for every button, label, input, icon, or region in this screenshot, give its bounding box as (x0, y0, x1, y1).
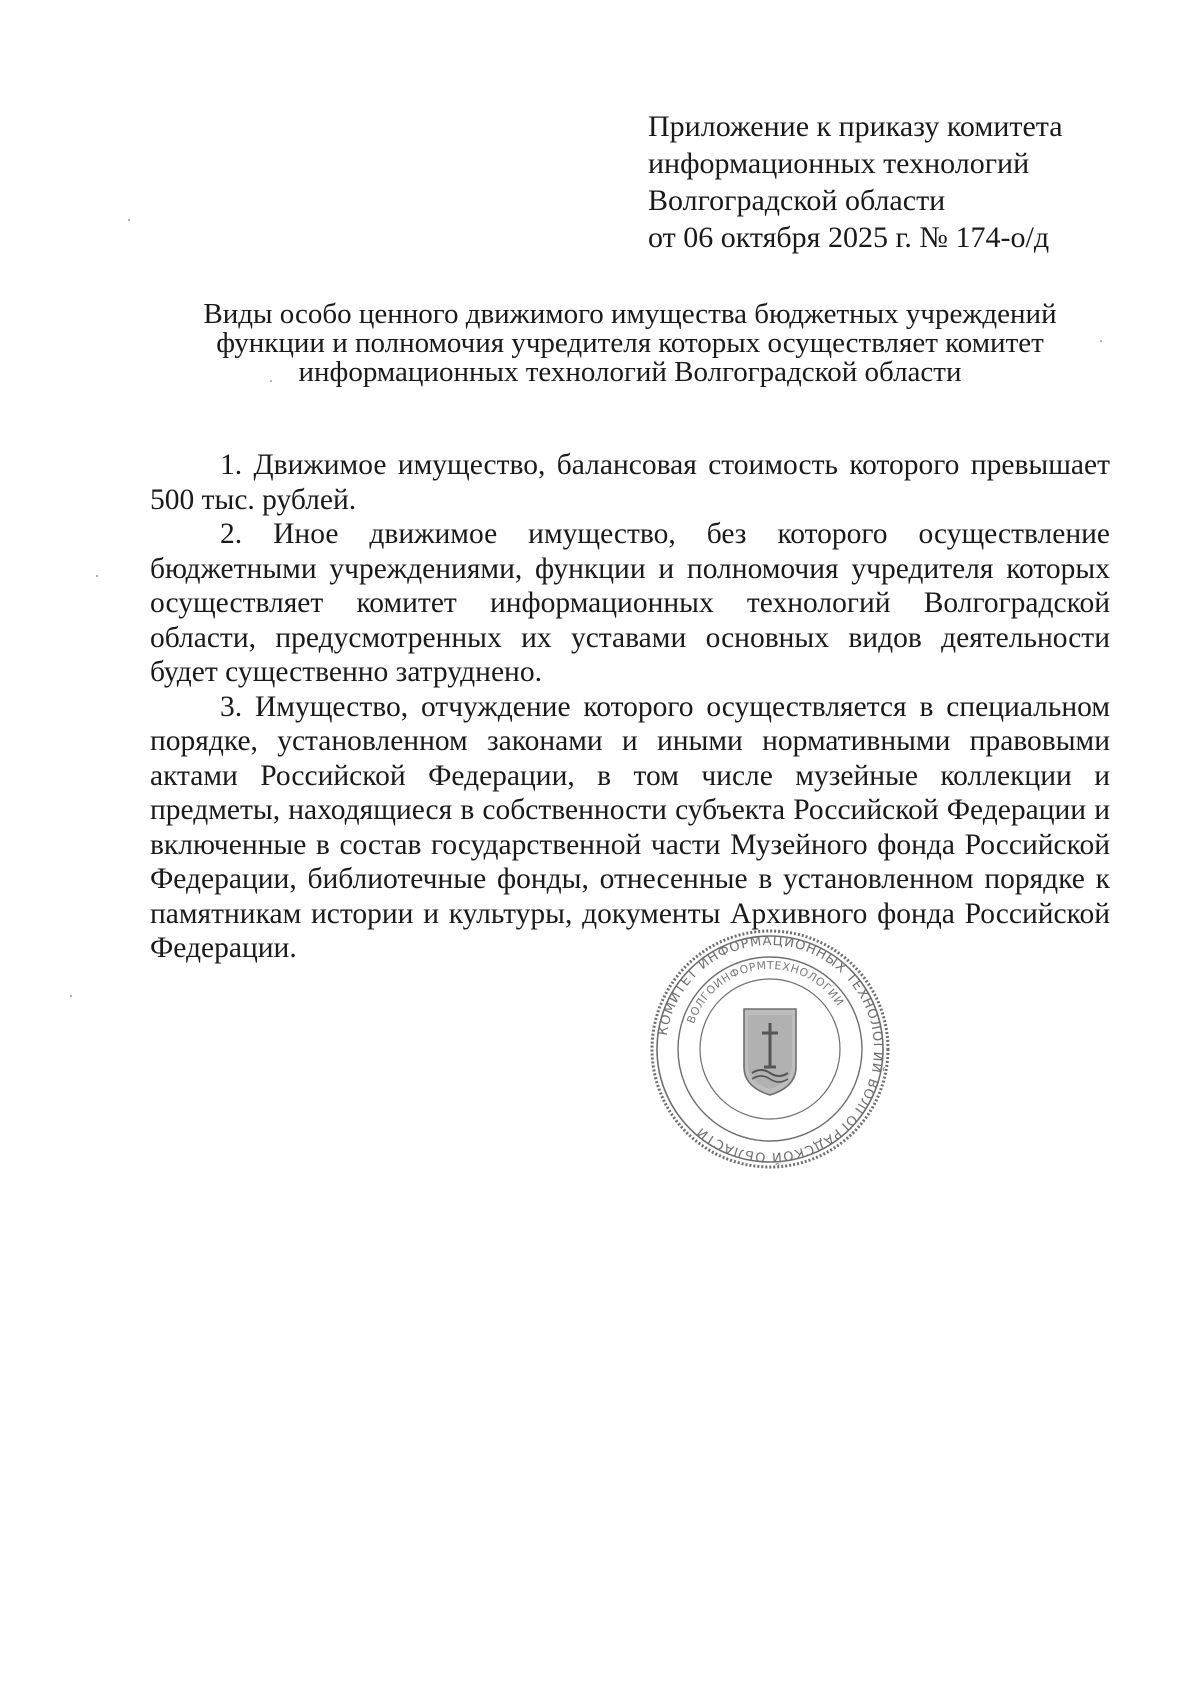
appendix-header-line: информационных технологий (648, 147, 1030, 180)
body-paragraph-1: 1. Движимое имущество, балансовая стоимость которого превышает 500 тыс. рублей. (150, 449, 1110, 516)
scan-speck (270, 380, 272, 382)
scan-speck (1100, 340, 1102, 342)
scan-speck (70, 995, 72, 997)
seal-outer-text: КОМИТЕТ ИНФОРМАЦИОННЫХ ТЕХНОЛОГИЙ ВОЛГОГРАДСКОЙ ОБЛАСТИ (655, 933, 886, 1165)
appendix-header-line: Приложение к приказу комитета (648, 110, 1063, 143)
official-seal (648, 927, 892, 1171)
appendix-header-line: Волгоградской области (648, 184, 946, 217)
document-title-line: Виды особо ценного движимого имущества бюджетных учреждений (203, 298, 1057, 330)
body-paragraph-2: 2. Иное движимое имущество, без которого осуществление бюджетными учреждениями, функции и полномочия учредителя которых осуществляет комитет информационных технологий Волгоградской области, предусмотренных их уставами основных видов деятельности будет существенно затруднено. (150, 518, 1110, 688)
document-title-line: информационных технологий Волгоградской области (298, 356, 962, 388)
document-title (150, 300, 1110, 387)
document-body (150, 448, 1110, 966)
scan-speck (128, 219, 130, 221)
appendix-header (648, 108, 1088, 256)
official-seal-graphic (648, 927, 892, 1171)
coat-of-arms-icon (744, 1009, 796, 1095)
seal-inner-text: ВОЛГОИНФОРМТЕХНОЛОГИИ (684, 958, 847, 1026)
body-paragraph-3: 3. Имущество, отчуждение которого осуществляется в специальном порядке, установленном законами и иными нормативными правовыми актами Российской Федерации, в том числе музейные коллекции и предметы, находящиеся в собственности субъекта Российской Федерации и включенные в состав государственной части Музейного фонда Российской Федерации, библиотечные фонды, отнесенные в установленном порядке к памятникам истории и культуры, документы Архивного фонда Российской Федерации. (150, 690, 1110, 964)
scan-speck (96, 575, 98, 577)
appendix-header-line: от 06 октября 2025 г. № 174-о/д (648, 221, 1050, 254)
document-title-line: функции и полномочия учредителя которых осуществляет комитет (216, 327, 1044, 359)
